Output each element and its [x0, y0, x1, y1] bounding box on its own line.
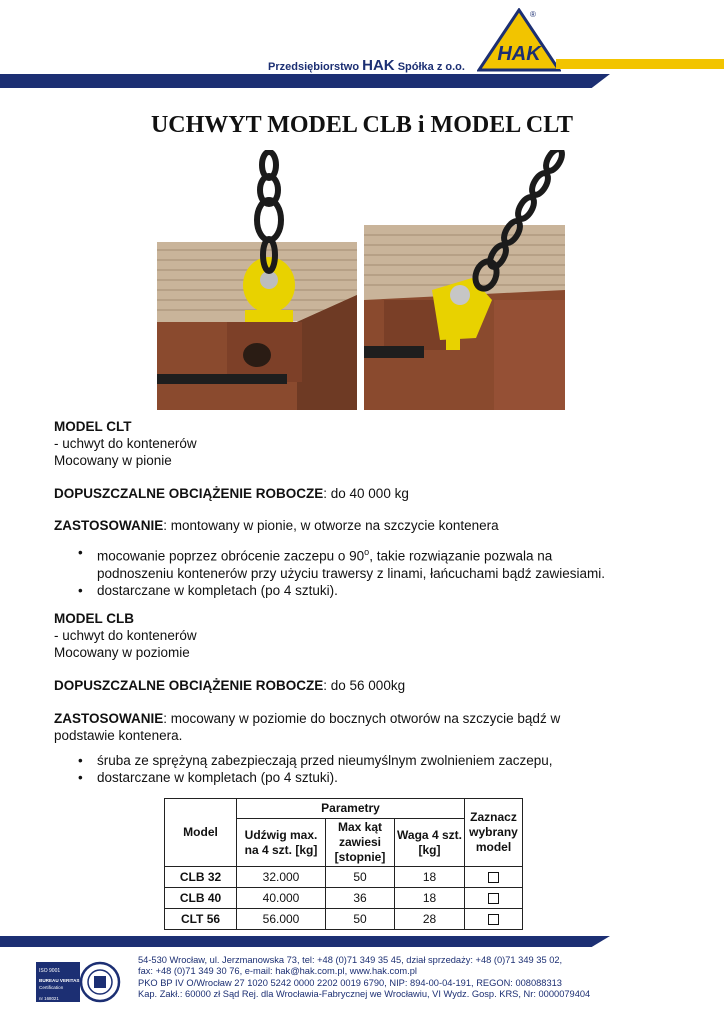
list-item: • śruba ze sprężyną zabezpieczają przed nieumyślnym zwolnieniem zaczepu,: [78, 752, 552, 769]
company-suffix: Spółka z o.o.: [397, 61, 465, 73]
cell-select[interactable]: [465, 867, 523, 888]
clb-use-label: ZASTOSOWANIE: [54, 711, 164, 726]
header-blue-band: [0, 74, 610, 88]
clt-bullet1-a: mocowanie poprzez obrócenie zaczepu o 90: [97, 548, 365, 564]
col-weight-header: Waga 4 szt. [kg]: [395, 819, 465, 867]
cell-select[interactable]: [465, 888, 523, 909]
cell-angle: 50: [326, 909, 395, 930]
clb-load: [54, 677, 405, 694]
clb-load-label: DOPUSZCZALNE OBCIĄŻENIE ROBOCZE: [54, 678, 324, 693]
bureau-veritas-certificate-icon: [36, 960, 122, 1004]
cert-iso: ISO 9001: [39, 968, 61, 974]
photo-clb: [364, 150, 565, 410]
cell-weight: 28: [395, 909, 465, 930]
clb-line2: Mocowany w poziomie: [54, 645, 190, 660]
list-item: • dostarczane w kompletach (po 4 sztuki).: [78, 769, 552, 786]
cell-capacity: 56.000: [237, 909, 326, 930]
clt-bullet-list: [78, 544, 605, 599]
clb-bullet-list: [78, 752, 552, 786]
clt-line1: - uchwyt do kontenerów: [54, 436, 197, 451]
col-capacity-header: Udźwig max. na 4 szt. [kg]: [237, 819, 326, 867]
clt-bullet1-c: podnoszeniu kontenerów przy użyciu trawersy z linami, łańcuchami bądź zawiesiami.: [97, 565, 605, 581]
clb-line1: - uchwyt do kontenerów: [54, 628, 197, 643]
cert-name: BUREAU VERITAS: [39, 978, 80, 983]
clt-load-label: DOPUSZCZALNE OBCIĄŻENIE ROBOCZE: [54, 486, 324, 501]
cell-model: CLB 32: [165, 867, 237, 888]
clb-heading: MODEL CLB: [54, 611, 134, 626]
parameters-table: [164, 798, 523, 930]
footer-line2: fax: +48 (0)71 349 30 76, e-mail: hak@hak.com.pl, www.hak.com.pl: [138, 966, 417, 977]
clt-intro: [54, 418, 197, 469]
footer-blue-band: [0, 936, 610, 947]
clb-intro: [54, 610, 197, 661]
clb-load-value: : do 56 000kg: [323, 678, 406, 693]
clt-use-value: : montowany w pionie, w otworze na szczycie kontenera: [163, 518, 499, 533]
clt-bullet1-b: , takie rozwiązanie pozwala na: [369, 548, 553, 564]
col-angle-header: Max kąt zawiesi [stopnie]: [326, 819, 395, 867]
table-row: [165, 888, 523, 909]
clt-load-value: : do 40 000 kg: [323, 486, 409, 501]
clt-line2: Mocowany w pionie: [54, 453, 172, 468]
company-prefix: Przedsiębiorstwo: [268, 61, 360, 73]
checkbox[interactable]: [488, 914, 499, 925]
clt-load: [54, 485, 409, 502]
photo-clt: [157, 150, 357, 410]
list-item: • dostarczane w kompletach (po 4 sztuki).: [78, 582, 605, 599]
cell-model: CLB 40: [165, 888, 237, 909]
clb-use: [54, 710, 560, 744]
cert-no: nr 168021: [39, 996, 59, 1001]
hak-logo-icon: [477, 8, 561, 72]
checkbox[interactable]: [488, 893, 499, 904]
list-item: [78, 544, 605, 582]
footer-contact: [138, 955, 590, 1001]
cell-weight: 18: [395, 888, 465, 909]
footer-line1: 54-530 Wrocław, ul. Jerzmanowska 73, tel: +48 (0)71 349 35 45, dział sprzedaży: +48 (0)71 349 35 02,: [138, 955, 563, 965]
footer-line3: PKO BP IV O/Wrocław 27 1020 5242 0000 2202 0019 6790, NIP: 894-00-04-191, REGON: 008088313: [138, 977, 562, 988]
col-select-header: Zaznacz wybrany model: [465, 799, 523, 867]
cert-sub: Certification: [39, 985, 64, 990]
cell-angle: 36: [326, 888, 395, 909]
col-model-header: Model: [165, 799, 237, 867]
page-title: UCHWYT MODEL CLB i MODEL CLT: [150, 112, 574, 138]
header-yellow-band: [556, 59, 724, 69]
clt-use: [54, 517, 499, 534]
logo-text: HAK: [497, 43, 541, 65]
cell-capacity: 32.000: [237, 867, 326, 888]
clb-use-value-1: : mocowany w poziomie do bocznych otworów na szczycie bądź w: [163, 711, 561, 726]
clb-use-value-2: podstawie kontenera.: [54, 728, 183, 743]
cell-weight: 18: [395, 867, 465, 888]
clt-use-label: ZASTOSOWANIE: [54, 518, 164, 533]
cell-select[interactable]: [465, 909, 523, 930]
table-row: [165, 909, 523, 930]
company-brand: HAK: [362, 57, 395, 74]
company-name: [268, 57, 465, 74]
registered-mark: ®: [530, 10, 536, 19]
checkbox[interactable]: [488, 872, 499, 883]
cell-angle: 50: [326, 867, 395, 888]
cell-model: CLT 56: [165, 909, 237, 930]
clt-heading: MODEL CLT: [54, 419, 132, 434]
footer-line4: Kap. Zakł.: 60000 zł Sąd Rej. dla Wrocławia-Fabrycznej we Wrocławiu, VI Wydz. Gosp. KRS, Nr: 0000079404: [138, 989, 591, 1000]
col-params-header: Parametry: [237, 799, 465, 819]
cell-capacity: 40.000: [237, 888, 326, 909]
degree-sup: o: [364, 547, 370, 557]
table-row: [165, 867, 523, 888]
